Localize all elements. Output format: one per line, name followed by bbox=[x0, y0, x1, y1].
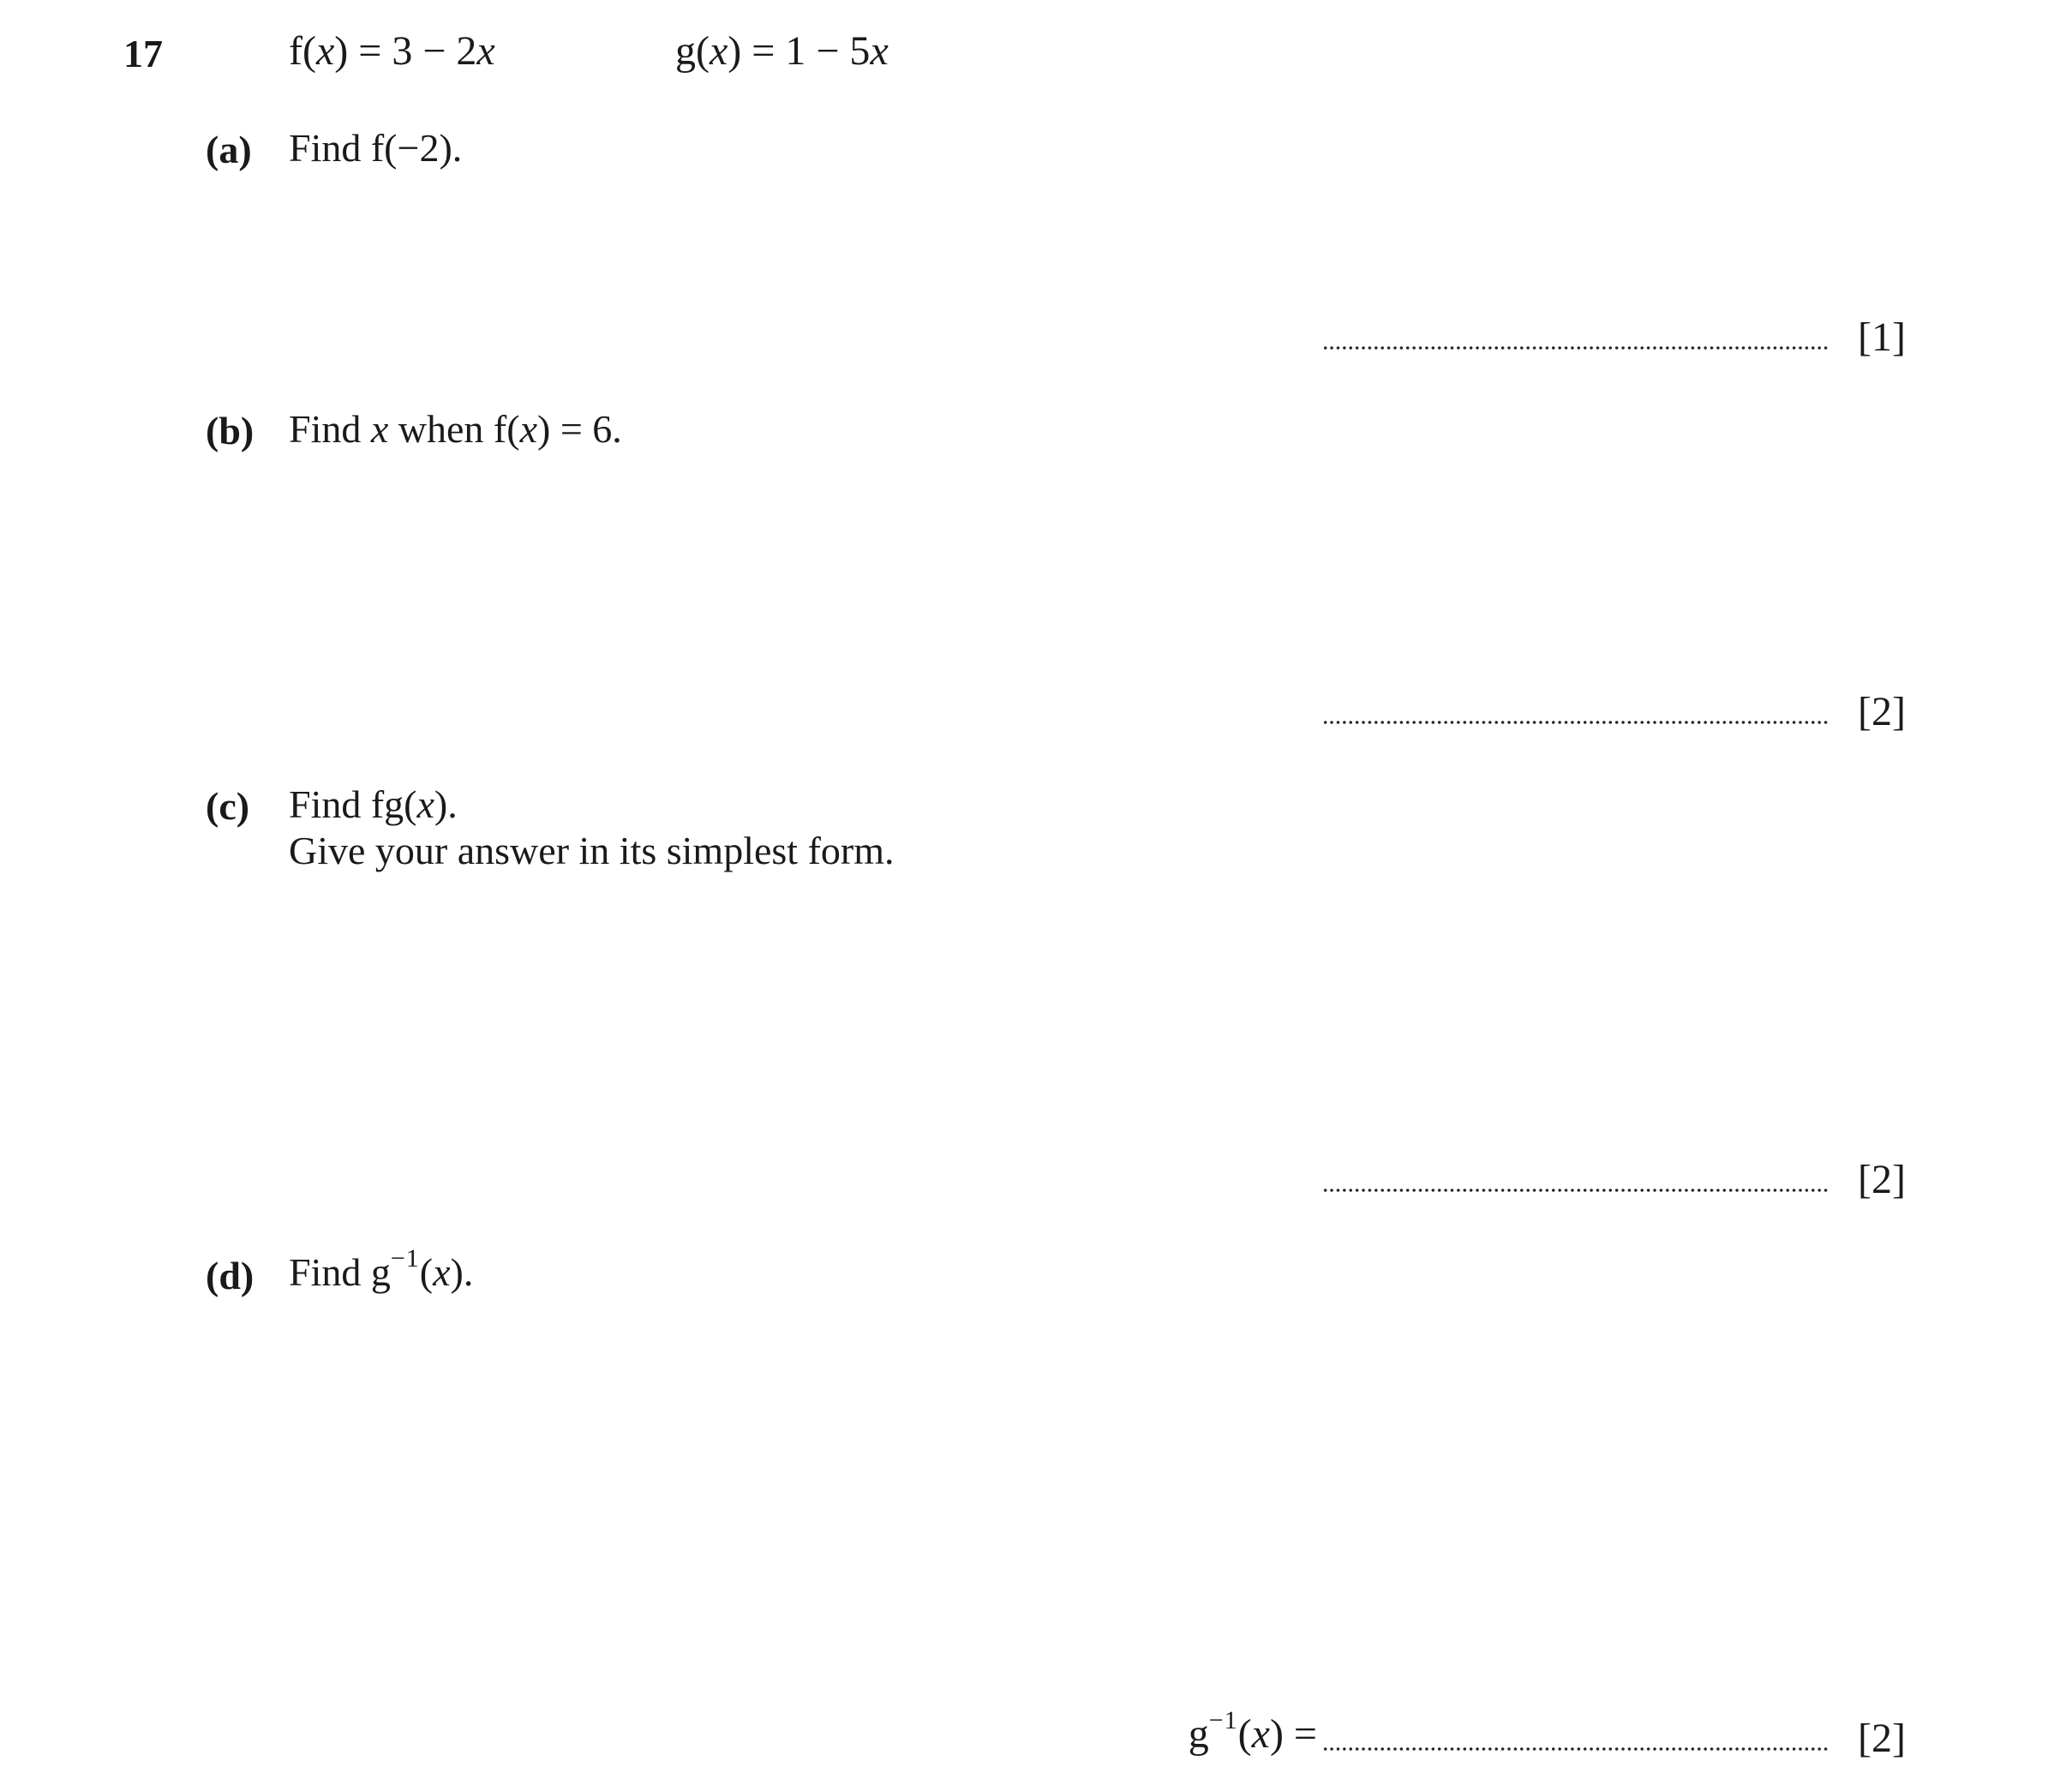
part-b-text bbox=[289, 406, 622, 452]
part-d-var: x bbox=[433, 1250, 451, 1294]
part-a-text: Find f(−2). bbox=[289, 126, 463, 170]
part-b-text-pre: Find bbox=[289, 407, 371, 451]
part-c-answer-line[interactable] bbox=[1322, 1188, 1828, 1193]
part-d-text-pre: Find g bbox=[289, 1250, 391, 1294]
part-d-prefix-g: g bbox=[1188, 1711, 1209, 1757]
part-c-label: (c) bbox=[206, 784, 250, 828]
part-b-label: (b) bbox=[206, 409, 255, 452]
f-rhs: 3 − 2 bbox=[392, 28, 477, 74]
g-rhs-var: x bbox=[870, 28, 889, 74]
part-c-marks: [2] bbox=[1858, 1157, 1906, 1202]
part-d-label: (d) bbox=[206, 1254, 255, 1297]
function-g-definition: g(x) = 1 − 5x bbox=[675, 28, 889, 74]
part-c-text bbox=[289, 782, 458, 827]
part-d-marks: [2] bbox=[1858, 1716, 1906, 1761]
part-b-text-mid: when f( bbox=[388, 407, 520, 451]
f-rhs-var: x bbox=[476, 28, 495, 74]
part-b-marks: [2] bbox=[1858, 689, 1906, 734]
part-b-var: x bbox=[370, 407, 389, 451]
part-c-var: x bbox=[416, 782, 434, 826]
part-d-text bbox=[289, 1244, 474, 1295]
f-var: x bbox=[315, 28, 335, 74]
part-d-text-post: ). bbox=[450, 1250, 474, 1294]
part-d-superscript: −1 bbox=[390, 1244, 420, 1273]
part-a-label: (a) bbox=[206, 128, 252, 171]
part-b-answer-line[interactable] bbox=[1322, 720, 1828, 725]
g-name: g bbox=[675, 28, 696, 74]
part-c-text-pre: Find fg( bbox=[289, 782, 417, 826]
part-b-text-post: ) = 6. bbox=[537, 407, 622, 451]
part-d-open: ( bbox=[419, 1250, 434, 1294]
part-d-prefix-sup: −1 bbox=[1208, 1706, 1238, 1734]
g-var: x bbox=[709, 28, 728, 74]
part-d-prefix-var: x bbox=[1251, 1711, 1270, 1757]
part-d-answer-prefix bbox=[1188, 1706, 1317, 1758]
question-number: 17 bbox=[123, 32, 163, 75]
part-c-text-post: ). bbox=[434, 782, 458, 826]
part-a-marks: [1] bbox=[1858, 314, 1906, 360]
part-d-prefix-post: ) = bbox=[1269, 1711, 1317, 1757]
part-a-answer-line[interactable] bbox=[1322, 345, 1828, 350]
g-rhs: 1 − 5 bbox=[785, 28, 871, 74]
f-name: f bbox=[289, 28, 302, 74]
part-c-instruction: Give your answer in its simplest form. bbox=[289, 829, 895, 872]
part-d-prefix-open: ( bbox=[1237, 1711, 1252, 1757]
function-f-definition: f(x) = 3 − 2x bbox=[289, 28, 495, 74]
part-d-answer-line[interactable] bbox=[1322, 1746, 1828, 1752]
part-b-var2: x bbox=[519, 407, 537, 451]
